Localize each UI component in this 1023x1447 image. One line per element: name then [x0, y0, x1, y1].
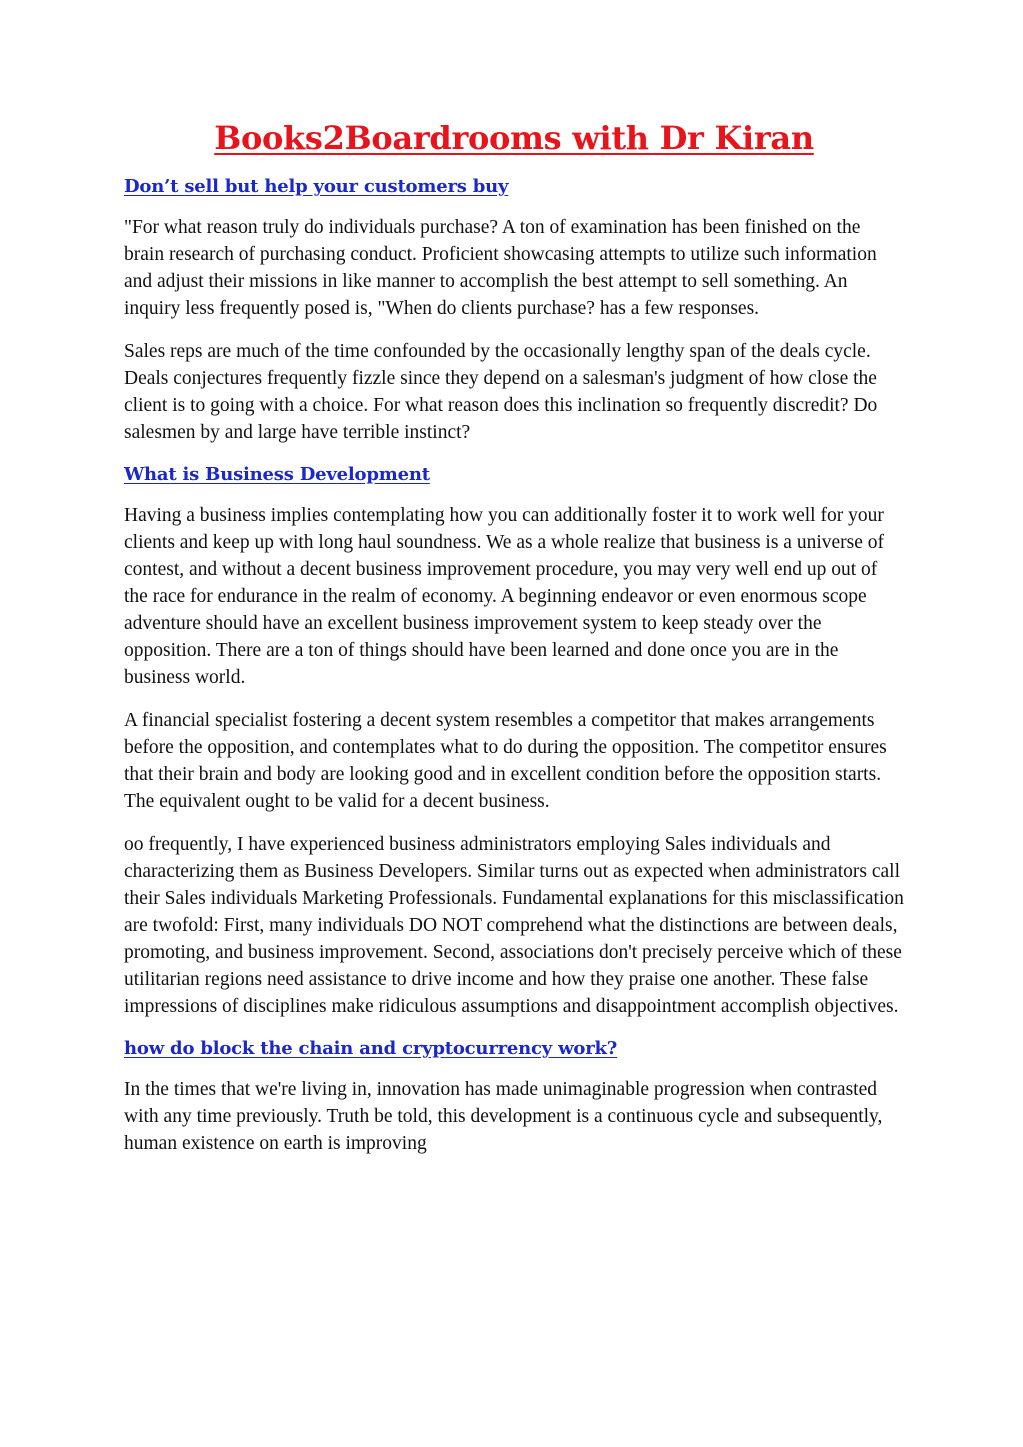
- section-link-sell-help-buy[interactable]: Don’t sell but help your customers buy: [124, 176, 509, 197]
- paragraph: In the times that we're living in, innovation has made unimaginable progression when contrasted with any time previously. Truth be told, this development is a continuous cycle and subsequently, human existence on earth is improving: [124, 1079, 883, 1154]
- paragraph: oo frequently, I have experienced business administrators employing Sales individuals and characterizing them as Business Developers. Similar turns out as expected when administrators call their Sales individuals Marketing Professionals. Fundamental explanations for this misclassification are twofold: First, many individuals DO NOT comprehend what the distinctions are between deals, promoting, and business improvement. Second, associations don't precisely perceive which of these utilitarian regions need assistance to drive income and how they praise one another. These false impressions of disciplines make ridiculous assumptions and disappointment accomplish objectives.: [124, 834, 904, 1017]
- paragraph: A financial specialist fostering a decent system resembles a competitor that makes arrangements before the opposition, and contemplates what to do during the opposition. The competitor ensures that their brain and body are looking good and in excellent condition before the opposition starts. The equivalent ought to be valid for a decent business.: [124, 710, 887, 812]
- paragraph: Having a business implies contemplating how you can additionally foster it to work well for your clients and keep up with long haul soundness. We as a whole realize that business is a universe of contest, and without a decent business improvement procedure, you may very well end up out of the race for endurance in the realm of economy. A beginning endeavor or even enormous scope adventure should have an excellent business improvement system to keep steady over the opposition. There are a ton of things should have been learned and done once you are in the business world.: [124, 505, 885, 688]
- document-page: [124, 118, 904, 1173]
- section-link-blockchain-cryptocurrency[interactable]: how do block the chain and cryptocurrency work?: [124, 1038, 618, 1059]
- paragraph: "For what reason truly do individuals purchase? A ton of examination has been finished on the brain research of purchasing conduct. Proficient showcasing attempts to utilize such information and adjust their missions in like manner to accomplish the best attempt to sell something. An inquiry less frequently posed is, "When do clients purchase? has a few responses.: [124, 217, 877, 319]
- document-title: Books2Boardrooms with Dr Kiran: [214, 119, 814, 157]
- section-link-business-development[interactable]: What is Business Development: [124, 464, 430, 485]
- paragraph: Sales reps are much of the time confounded by the occasionally lengthy span of the deals cycle. Deals conjectures frequently fizzle since they depend on a salesman's judgment of how close the client is to going with a choice. For what reason does this inclination so frequently discredit? Do salesmen by and large have terrible instinct?: [124, 341, 878, 443]
